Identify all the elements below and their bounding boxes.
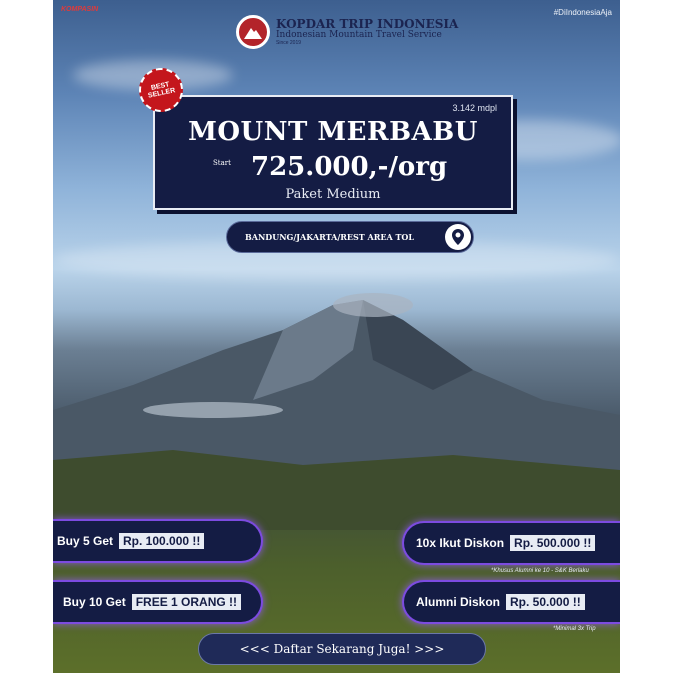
- promo-label: Buy 10 Get: [63, 595, 126, 609]
- corner-tag: [61, 6, 98, 13]
- location-pin-icon: [445, 224, 471, 250]
- register-button[interactable]: [198, 633, 486, 665]
- promo-buy5: [53, 519, 263, 563]
- promo-label: Buy 5 Get: [57, 534, 114, 548]
- mountain-logo-icon: [236, 15, 270, 49]
- package-name: Paket Medium: [285, 187, 381, 202]
- promo-value: Rp. 50.000 !!: [506, 594, 585, 610]
- altitude: 3.142 mdpl: [452, 103, 497, 113]
- trip-title-card: [153, 95, 513, 210]
- brand-logo: [236, 12, 476, 52]
- register-label: <<< Daftar Sekarang Juga! >>>: [239, 642, 445, 656]
- promo-note: *Khusus Alumni ke 10 - S&K Berlaku: [491, 568, 589, 574]
- promo-note: *Minimal 3x Trip: [553, 626, 596, 632]
- pickup-location: [226, 221, 474, 253]
- promo-label: 10x Ikut Diskon: [416, 536, 505, 550]
- brand-title: KOPDAR TRIP INDONESIA: [276, 16, 459, 31]
- promo-buy10: [53, 580, 263, 624]
- promo-value: Rp. 500.000 !!: [510, 535, 595, 551]
- promo-poster: [53, 0, 620, 673]
- best-seller-label: BEST SELLER: [147, 81, 176, 100]
- brand-since: Since 2019: [276, 39, 302, 46]
- location-text: BANDUNG/JAKARTA/REST AREA TOL: [245, 232, 414, 242]
- hashtag: #DiIndonesiaAja: [553, 8, 612, 17]
- mountain-illustration: [53, 290, 620, 530]
- brand-subtitle: Indonesian Mountain Travel Service: [276, 29, 442, 40]
- corner-tag-text: KOMPASIN: [61, 6, 99, 13]
- mountain-name: MOUNT MERBABU: [188, 117, 478, 147]
- promo-label: Alumni Diskon: [416, 595, 501, 609]
- promo-alumni-discount: [402, 580, 620, 624]
- promo-10x-discount: [402, 521, 620, 565]
- promo-value: Rp. 100.000 !!: [119, 533, 204, 549]
- start-label: Start: [213, 159, 231, 167]
- promo-value: FREE 1 ORANG !!: [132, 594, 241, 610]
- trip-price: 725.000,-/org: [251, 152, 448, 182]
